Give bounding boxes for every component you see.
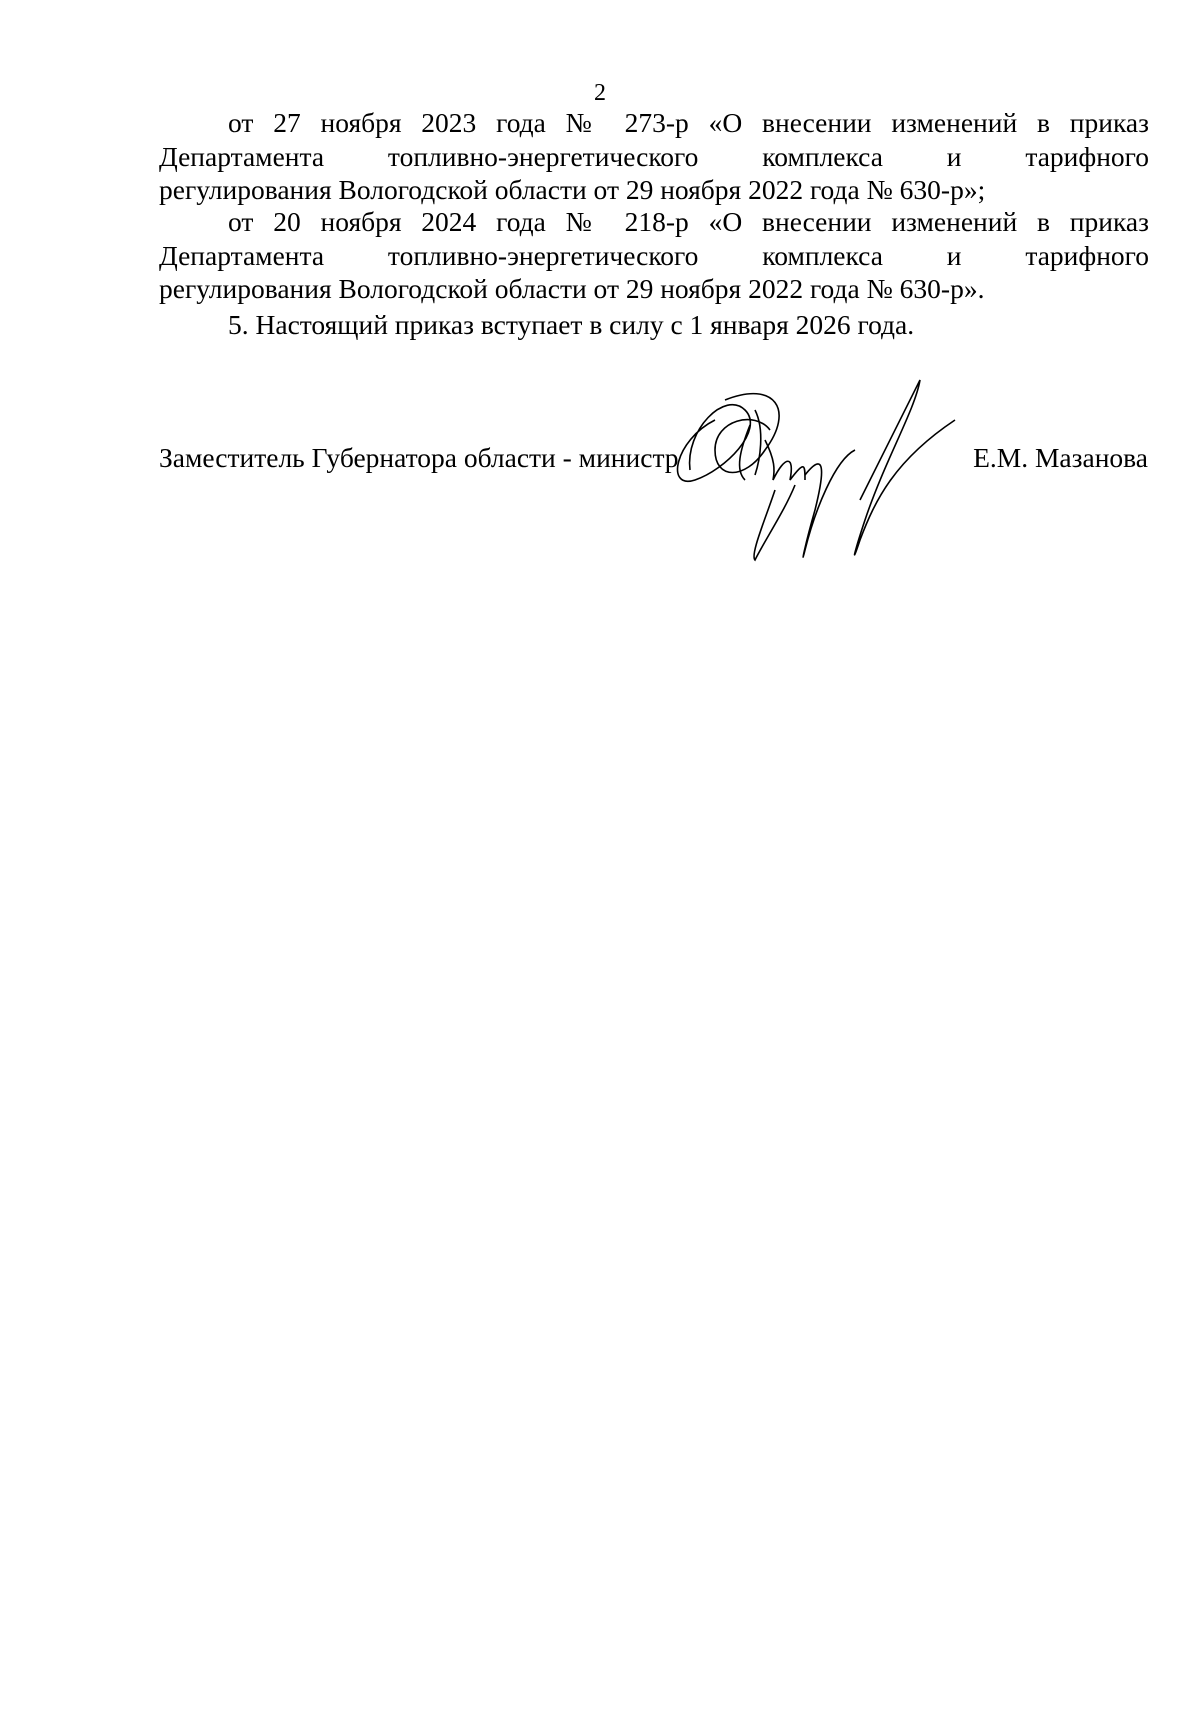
- paragraph-2-line-3: регулирования Вологодской области от 29 ноября 2022 года № 630-р».: [159, 273, 985, 304]
- paragraph-1-line-3: регулирования Вологодской области от 29 ноября 2022 года № 630-р»;: [159, 174, 986, 205]
- paragraph-2-line-1: от 20 ноября 2024 года № 218-р «О внесении изменений в приказ: [228, 206, 1149, 237]
- paragraph-1-line-1: от 27 ноября 2023 года № 273-р «О внесении изменений в приказ: [228, 107, 1149, 138]
- paragraph-2-line-2: Департамента топливно-энергетического комплекса и тарифного: [159, 240, 1149, 271]
- signatory-name: Е.М. Мазанова: [973, 442, 1148, 473]
- signatory-position: Заместитель Губернатора области - министр: [159, 442, 679, 473]
- paragraph-3-line-1: 5. Настоящий приказ вступает в силу с 1 января 2026 года.: [228, 309, 915, 340]
- handwritten-signature: [655, 370, 965, 570]
- page-number: 2: [594, 80, 606, 106]
- paragraph-1-line-2: Департамента топливно-энергетического комплекса и тарифного: [159, 141, 1149, 172]
